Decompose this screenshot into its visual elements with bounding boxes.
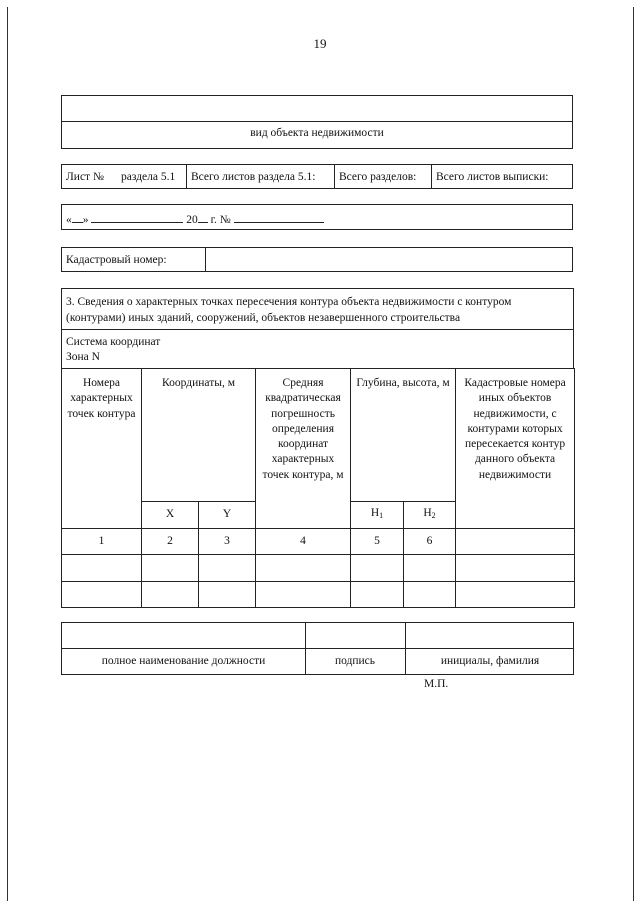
sheet-number-label: Лист № <box>66 171 104 183</box>
col-number: 5 <box>351 529 404 555</box>
page-number: 19 <box>313 36 327 51</box>
quote-close: » <box>82 214 89 226</box>
signature-block <box>61 622 574 675</box>
cadastral-number-label: Кадастровый номер: <box>66 254 167 266</box>
position-caption: полное наименование должности <box>101 655 266 667</box>
header-coordinates: Координаты, м <box>142 369 256 502</box>
total-sheets-section-label: Всего листов раздела 5.1: <box>191 171 316 183</box>
col-number: 6 <box>404 529 456 555</box>
col-number-empty <box>456 529 575 555</box>
col-number: 2 <box>142 529 199 555</box>
zone-label: Зона N <box>66 351 100 363</box>
points-table <box>61 368 575 608</box>
subheader-y: Y <box>199 502 256 529</box>
coord-system-label: Система координат <box>66 336 161 348</box>
header-point-numbers: Номера характерных точек контура <box>62 369 142 529</box>
sheet-section-label: раздела 5.1 <box>121 171 176 183</box>
year-prefix: 20 <box>186 214 198 226</box>
cadastral-number-row <box>61 247 573 272</box>
header-depth: Глубина, высота, м <box>351 369 456 502</box>
total-sections-label: Всего разделов: <box>339 171 417 183</box>
date-line <box>66 212 324 226</box>
section3-title: 3. Сведения о характерных точках пересечения контура объекта недвижимости с контуром (контурами) иных зданий, сооружений, объектов незавершенного строительства <box>66 296 512 324</box>
subheader-h1: $H_1$ <box>351 502 404 529</box>
number-label: г. № <box>210 214 231 226</box>
quote-open: « <box>66 214 72 226</box>
object-type-caption: вид объекта недвижимости <box>250 127 384 139</box>
column-number-row <box>62 529 575 555</box>
col-number: 3 <box>199 529 256 555</box>
col-number: 4 <box>256 529 351 555</box>
initials-caption: инициалы, фамилия <box>440 655 540 667</box>
stamp-label: М.П. <box>424 678 449 690</box>
section3-header <box>61 288 574 369</box>
object-type-box <box>61 95 573 149</box>
date-row <box>61 204 573 230</box>
subheader-h2: $H_2$ <box>404 502 456 529</box>
header-error: Средняя квадратическая погрешность определения координат характерных точек контура, м <box>256 369 351 529</box>
table-row <box>62 555 575 582</box>
signature-caption: подпись <box>334 655 376 667</box>
subheader-x: X <box>142 502 199 529</box>
table-row <box>62 582 575 608</box>
header-cadastral-numbers: Кадастровые номера иных объектов недвижимости, с контурами которых пересекается контур данного объекта недвижимости <box>456 369 575 529</box>
col-number: 1 <box>62 529 142 555</box>
total-sheets-extract-label: Всего листов выписки: <box>436 171 549 183</box>
sheet-info-row <box>61 164 573 189</box>
